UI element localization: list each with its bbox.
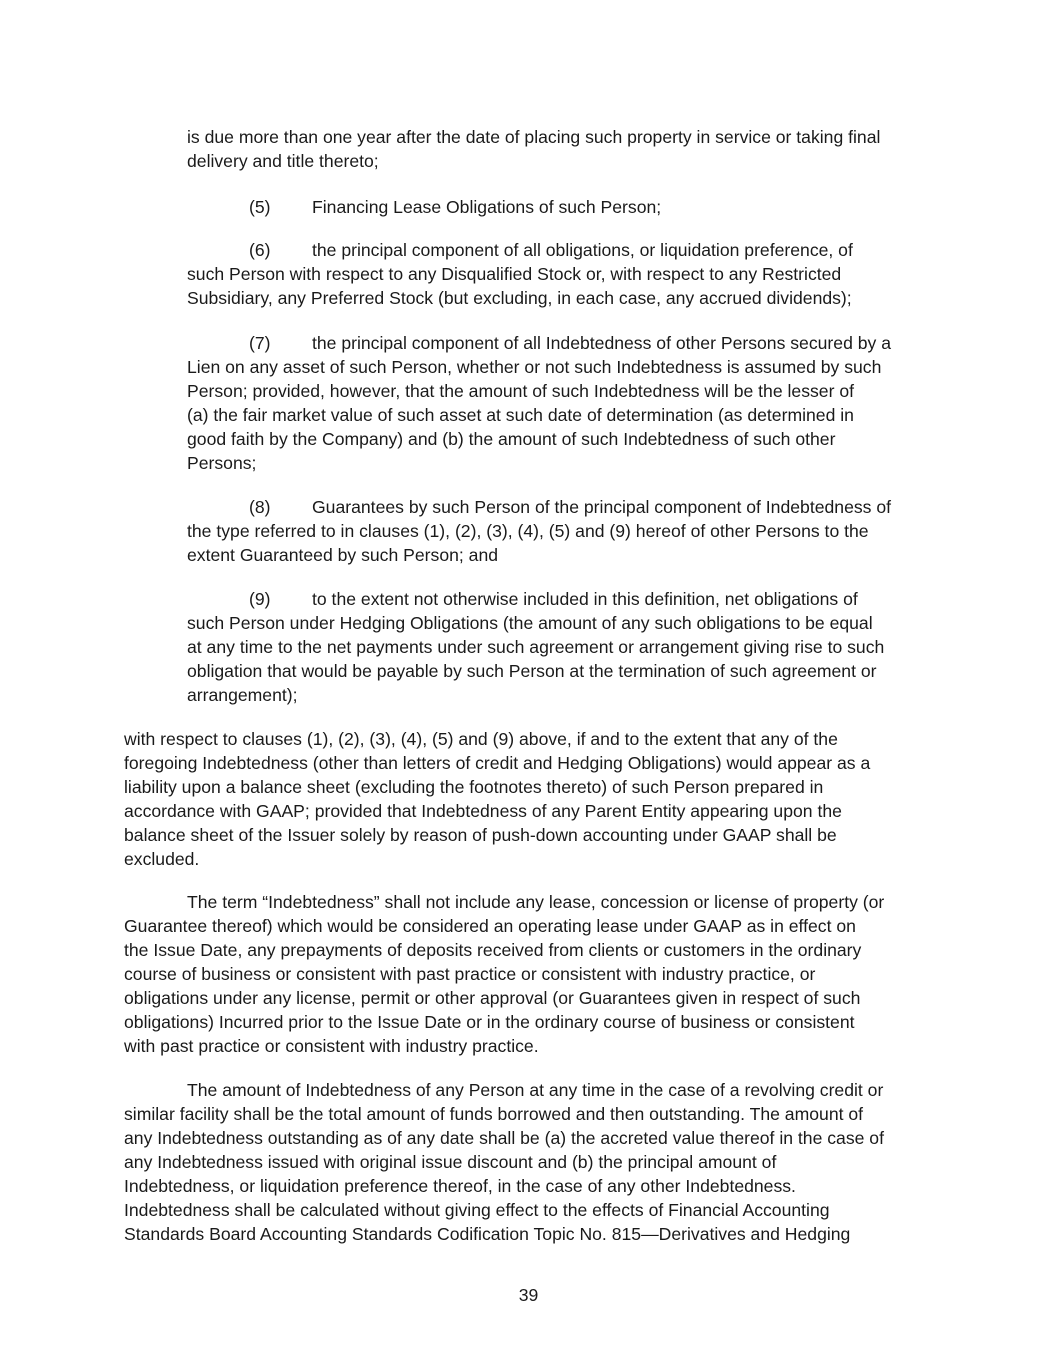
paragraph-line: The amount of Indebtedness of any Person at any time in the case of a revolving credit or bbox=[187, 1080, 884, 1100]
paragraph-line: balance sheet of the Issuer solely by reason of push-down accounting under GAAP shall be bbox=[124, 825, 837, 845]
paragraph-line: similar facility shall be the total amount of funds borrowed and then outstanding. The amount of bbox=[124, 1104, 864, 1124]
clause-line: good faith by the Company) and (b) the amount of such Indebtedness of such other bbox=[187, 429, 836, 449]
clause-line: arrangement); bbox=[187, 685, 298, 705]
paragraph-line: with respect to clauses (1), (2), (3), (4), (5) and (9) above, if and to the extent that any of the bbox=[124, 729, 838, 749]
clause-line: Guarantees by such Person of the principal component of Indebtedness of bbox=[312, 497, 892, 517]
paragraph-line: with past practice or consistent with industry practice. bbox=[124, 1036, 539, 1056]
paragraph-line: Standards Board Accounting Standards Codification Topic No. 815—Derivatives and Hedging bbox=[124, 1224, 851, 1244]
clause-number: (8) bbox=[249, 497, 271, 517]
paragraph-line: Indebtedness, or liquidation preference thereof, in the case of any other Indebtedness. bbox=[124, 1176, 796, 1196]
clause-line: Subsidiary, any Preferred Stock (but excluding, in each case, any accrued dividends); bbox=[187, 288, 852, 308]
continuation-line: delivery and title thereto; bbox=[187, 151, 379, 171]
clause-line: such Person with respect to any Disqualified Stock or, with respect to any Restricted bbox=[187, 264, 842, 284]
clause-line: Lien on any asset of such Person, whether or not such Indebtedness is assumed by such bbox=[187, 357, 882, 377]
clause-number: (9) bbox=[249, 589, 271, 609]
clause-line: the type referred to in clauses (1), (2), (3), (4), (5) and (9) hereof of other Persons to the bbox=[187, 521, 869, 541]
paragraph-line: obligations) Incurred prior to the Issue Date or in the ordinary course of business or consistent bbox=[124, 1012, 855, 1032]
paragraph-line: excluded. bbox=[124, 849, 200, 869]
clause-number: (6) bbox=[249, 240, 271, 260]
clause-line: the principal component of all Indebtedness of other Persons secured by a bbox=[312, 333, 891, 353]
clause-number: (5) bbox=[249, 197, 271, 217]
page-number: 39 bbox=[518, 1285, 539, 1305]
paragraph-line: obligations under any license, permit or other approval (or Guarantees given in respect of such bbox=[124, 988, 861, 1008]
paragraph-line: accordance with GAAP; provided that Indebtedness of any Parent Entity appearing upon the bbox=[124, 801, 842, 821]
clause-line: at any time to the net payments under such agreement or arrangement giving rise to such bbox=[187, 637, 885, 657]
paragraph-line: the Issue Date, any prepayments of deposits received from clients or customers in the ordinary bbox=[124, 940, 862, 960]
clause-line: Persons; bbox=[187, 453, 257, 473]
paragraph-line: course of business or consistent with past practice or consistent with industry practice, or bbox=[124, 964, 816, 984]
paragraph-line: any Indebtedness issued with original issue discount and (b) the principal amount of bbox=[124, 1152, 777, 1172]
clause-number: (7) bbox=[249, 333, 271, 353]
paragraph-line: foregoing Indebtedness (other than letters of credit and Hedging Obligations) would appear as a bbox=[124, 753, 871, 773]
clause-line: obligation that would be payable by such Person at the termination of such agreement or bbox=[187, 661, 877, 681]
clause-line: Financing Lease Obligations of such Person; bbox=[312, 197, 662, 217]
paragraph-line: Indebtedness shall be calculated without giving effect to the effects of Financial Accounting bbox=[124, 1200, 830, 1220]
clause-line: extent Guaranteed by such Person; and bbox=[187, 545, 499, 565]
clause-line: the principal component of all obligations, or liquidation preference, of bbox=[312, 240, 853, 260]
paragraph-line: Guarantee thereof) which would be considered an operating lease under GAAP as in effect on bbox=[124, 916, 856, 936]
paragraph-line: any Indebtedness outstanding as of any date shall be (a) the accreted value thereof in the case of bbox=[124, 1128, 884, 1148]
clause-line: to the extent not otherwise included in this definition, net obligations of bbox=[312, 589, 858, 609]
clause-line: (a) the fair market value of such asset at such date of determination (as determined in bbox=[187, 405, 854, 425]
paragraph-line: liability upon a balance sheet (excluding the footnotes thereto) of such Person prepared in bbox=[124, 777, 824, 797]
clause-line: such Person under Hedging Obligations (the amount of any such obligations to be equal bbox=[187, 613, 873, 633]
clause-line: Person; provided, however, that the amount of such Indebtedness will be the lesser of bbox=[187, 381, 855, 401]
continuation-line: is due more than one year after the date of placing such property in service or taking final bbox=[187, 127, 881, 147]
paragraph-line: The term “Indebtedness” shall not include any lease, concession or license of property (or bbox=[187, 892, 885, 912]
